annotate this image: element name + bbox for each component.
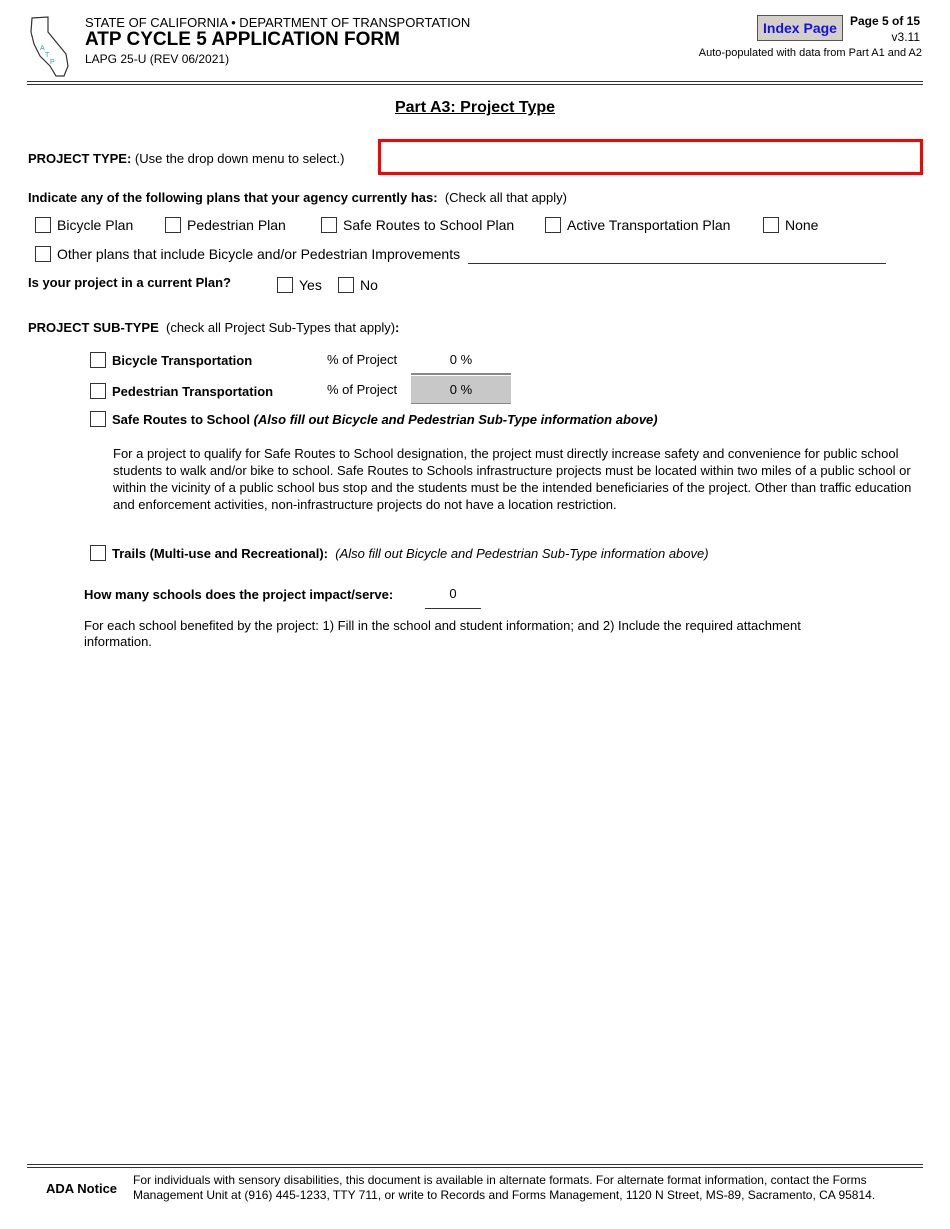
schools-count-field[interactable]: 0 xyxy=(425,583,481,609)
schools-label: How many schools does the project impact/serve: xyxy=(84,587,394,602)
plan-srts[interactable]: Safe Routes to School Plan xyxy=(321,217,514,233)
plan-atp[interactable]: Active Transportation Plan xyxy=(545,217,730,233)
header-divider xyxy=(27,81,923,85)
bike-pct-label: % of Project xyxy=(327,352,398,367)
checkbox[interactable] xyxy=(763,217,779,233)
checkbox[interactable] xyxy=(321,217,337,233)
current-plan-label: Is your project in a current Plan? xyxy=(28,275,231,290)
agency-name: STATE OF CALIFORNIA • DEPARTMENT OF TRANSPORTATION xyxy=(85,15,471,30)
svg-text:T: T xyxy=(45,52,50,59)
checkbox[interactable] xyxy=(165,217,181,233)
checkbox[interactable] xyxy=(35,217,51,233)
other-plans-input[interactable] xyxy=(468,246,886,264)
plans-label: Indicate any of the following plans that your agency currently has: (Check all that apply) xyxy=(28,190,567,205)
bike-pct-field[interactable]: 0 % xyxy=(411,349,511,375)
project-type-dropdown[interactable] xyxy=(378,139,923,175)
footer-divider xyxy=(27,1164,923,1168)
ped-pct-label: % of Project xyxy=(327,382,398,397)
page-number: Page 5 of 15 xyxy=(849,14,920,28)
svg-text:A: A xyxy=(40,45,45,52)
ada-notice-text: For individuals with sensory disabilities, this document is available in alternate formats. For alternate format information, contact the Forms Management Unit at (916) 445-1233, TTY 711, or write to Records and Forms Management, 1120 N Street, MS-89, Sacramento, CA 95814. xyxy=(133,1173,876,1202)
current-plan-yes[interactable]: Yes xyxy=(277,277,322,293)
srts-description: For a project to qualify for Safe Routes to School designation, the project must directly increase safety and convenience for public school students to walk and/or bike to school. Safe Routes to Schools infrastructure projects must be located within two miles of a public school or within the vicinity of a public school bus stop and the students must be the intended beneficiaries of the project. Other than traffic education and enforcement activities, non-infrastructure projects do not have a location restriction. xyxy=(113,446,912,512)
version: v3.11 xyxy=(891,30,920,44)
subtype-trails[interactable]: Trails (Multi-use and Recreational): (Also fill out Bicycle and Pedestrian Sub-Type information above) xyxy=(90,545,709,561)
checkbox[interactable] xyxy=(90,383,106,399)
plan-pedestrian[interactable]: Pedestrian Plan xyxy=(165,217,286,233)
project-type-label: PROJECT TYPE: (Use the drop down menu to select.) xyxy=(28,151,345,166)
auto-populated-note: Auto-populated with data from Part A1 and A2 xyxy=(698,47,922,59)
checkbox[interactable] xyxy=(338,277,354,293)
checkbox[interactable] xyxy=(90,545,106,561)
plan-none[interactable]: None xyxy=(763,217,818,233)
form-id: LAPG 25-U (REV 06/2021) xyxy=(85,52,230,66)
checkbox[interactable] xyxy=(277,277,293,293)
subtype-label: PROJECT SUB-TYPE (check all Project Sub-Types that apply): xyxy=(28,320,400,335)
ada-notice-label: ADA Notice xyxy=(46,1181,118,1196)
ped-pct-field[interactable]: 0 % xyxy=(411,376,511,404)
caltrans-atp-logo xyxy=(28,14,74,80)
checkbox[interactable] xyxy=(35,246,51,262)
index-page-button[interactable]: Index Page xyxy=(757,15,843,41)
subtype-bicycle[interactable]: Bicycle Transportation xyxy=(90,352,252,368)
schools-note: For each school benefited by the project: 1) Fill in the school and student information; and 2) Include the required attachment information. xyxy=(84,618,801,649)
plan-other[interactable]: Other plans that include Bicycle and/or Pedestrian Improvements xyxy=(35,246,460,262)
form-title: ATP CYCLE 5 APPLICATION FORM xyxy=(85,29,400,50)
subtype-srts[interactable]: Safe Routes to School (Also fill out Bicycle and Pedestrian Sub-Type information above) xyxy=(90,411,658,427)
plan-bicycle[interactable]: Bicycle Plan xyxy=(35,217,133,233)
checkbox[interactable] xyxy=(90,352,106,368)
current-plan-no[interactable]: No xyxy=(338,277,378,293)
subtype-pedestrian[interactable]: Pedestrian Transportation xyxy=(90,383,273,399)
checkbox[interactable] xyxy=(90,411,106,427)
checkbox[interactable] xyxy=(545,217,561,233)
svg-text:P: P xyxy=(50,59,55,66)
section-title: Part A3: Project Type xyxy=(394,99,556,116)
